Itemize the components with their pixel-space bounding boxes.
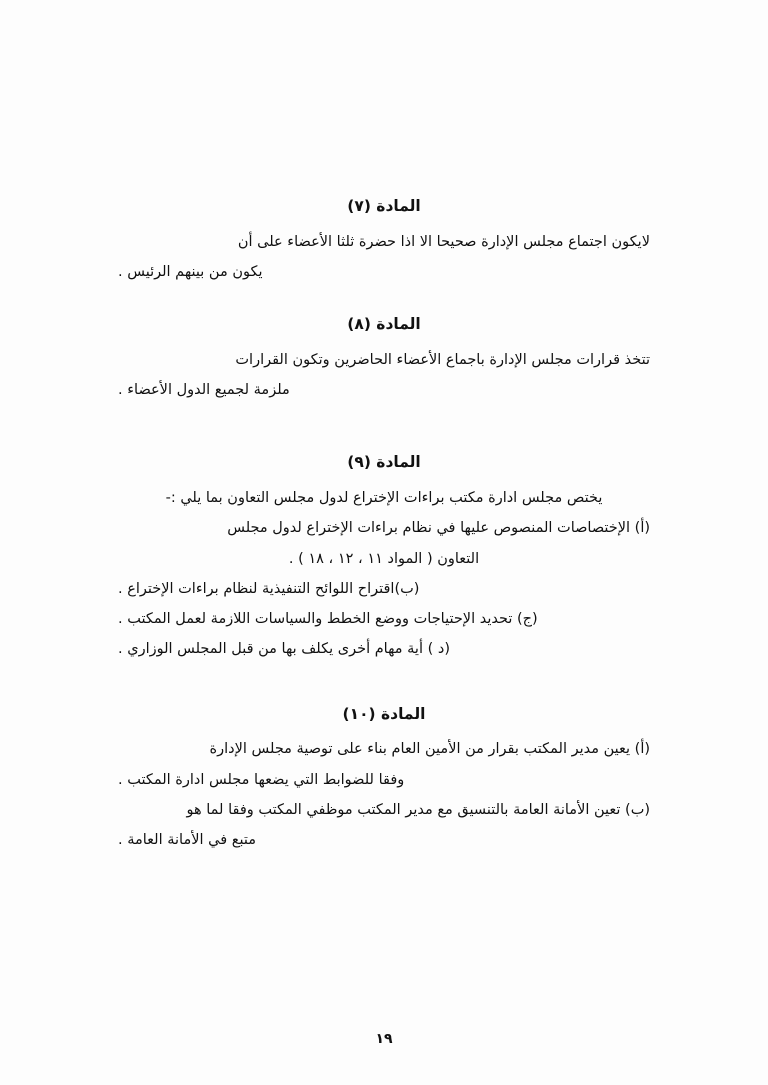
article-paragraph: متبع في الأمانة العامة .: [118, 832, 256, 849]
article-paragraph: يختص مجلس ادارة مكتب براءات الإختراع لدول مجلس التعاون بما يلي :-: [165, 490, 603, 507]
article-paragraph: (د ) أية مهام أخرى يكلف بها من قبل المجلس الوزاري .: [118, 641, 450, 658]
article-paragraph: تتخذ قرارات مجلس الإدارة باجماع الأعضاء الحاضرين وتكون القرارات: [235, 351, 650, 368]
spacer: [118, 682, 650, 704]
spacer: [118, 422, 650, 452]
article-heading-7: المادة (٧): [347, 197, 421, 215]
article-paragraph: (أ) يعين مدير المكتب بقرار من الأمين العام بناء على توصية مجلس الإدارة: [209, 741, 650, 758]
document-body: [118, 196, 650, 872]
article-paragraph: (أ) الإختصاصات المنصوص عليها في نظام براءات الإختراع لدول مجلس: [227, 520, 650, 537]
article-paragraph: (ج) تحديد الإحتياجات ووضع الخطط والسياسات اللازمة لعمل المكتب .: [118, 611, 538, 628]
article-heading-9: المادة (٩): [347, 453, 421, 472]
article-paragraph: (ب) تعين الأمانة العامة بالتنسيق مع مدير المكتب موظفي المكتب وفقا لما هو: [186, 801, 650, 818]
article-paragraph: يكون من بينهم الرئيس .: [118, 263, 263, 280]
article-paragraph: لايكون اجتماع مجلس الإدارة صحيحا الا اذا حضرة ثلثا الأعضاء على أن: [237, 233, 650, 250]
article-paragraph: وفقا للضوابط التي يضعها مجلس ادارة المكتب .: [118, 771, 405, 788]
article-block-9: [118, 452, 650, 663]
spacer: [118, 304, 650, 314]
article-heading-10: المادة (١٠): [342, 704, 426, 723]
article-paragraph: التعاون ( المواد ١١ ، ١٢ ، ١٨ ) .: [288, 550, 480, 567]
article-block-8: [118, 314, 650, 404]
article-paragraph: (ب)اقتراح اللوائح التنفيذية لنظام براءات الإختراع .: [118, 580, 420, 597]
page-number: ١٩: [375, 1031, 393, 1047]
article-block-10: [118, 704, 650, 855]
article-heading-8: المادة (٨): [347, 315, 421, 334]
article-block-7: [118, 196, 650, 286]
article-paragraph: ملزمة لجميع الدول الأعضاء .: [118, 382, 290, 399]
